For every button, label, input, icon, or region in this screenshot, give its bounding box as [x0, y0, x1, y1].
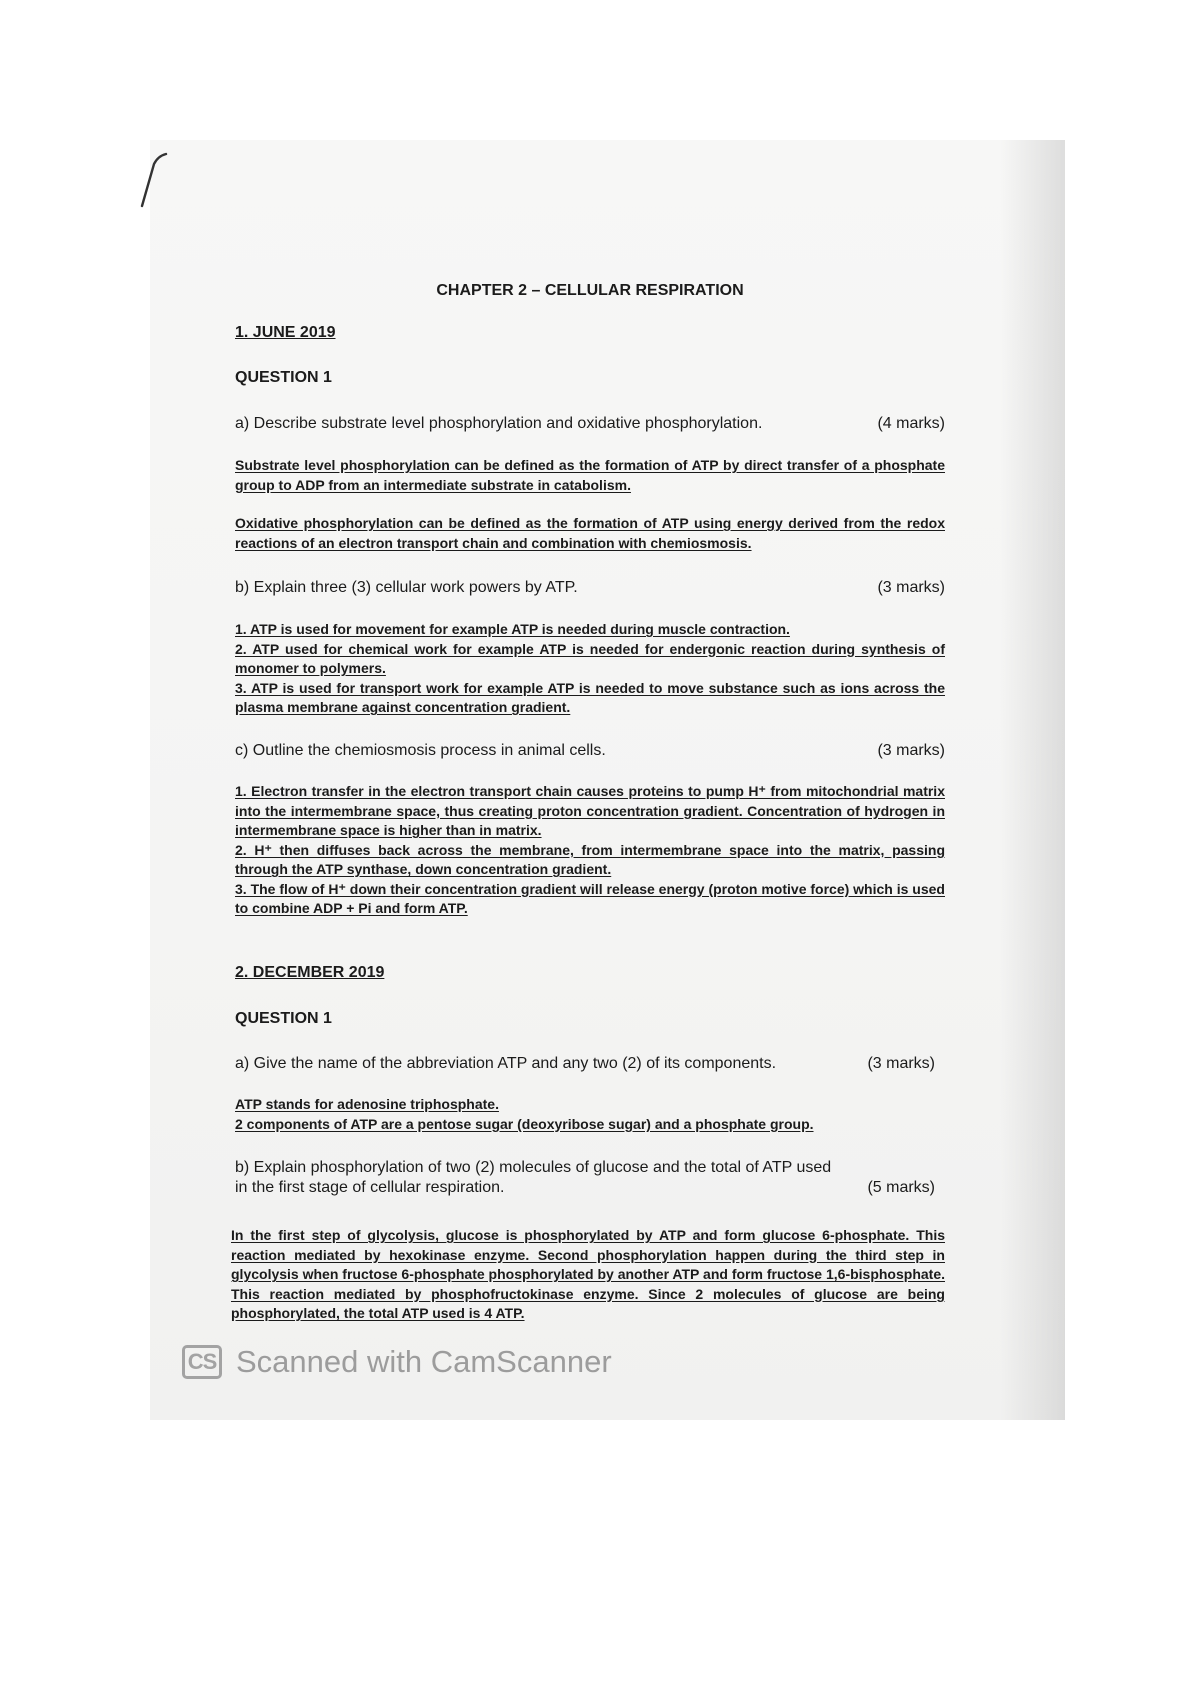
question-label: QUESTION 1: [235, 1010, 332, 1027]
answer-block: [235, 620, 945, 718]
answer-paragraph: In the first step of glycolysis, glucose is phosphorylated by ATP and form glucose 6-phosphate. This reaction mediated by hexokinase enzyme. Second phosphorylation happen during the third step in glycolysis when fructose 6-phosphate phosphorylated by another ATP and form fructose 1,6-bisphosphate. This reaction mediated by phosphofructokinase enzyme. Since 2 molecules of glucose are being phosphorylated, the total ATP used is 4 ATP.: [231, 1227, 945, 1321]
answer-block: [231, 1226, 945, 1324]
answer-block: [235, 514, 945, 553]
answer-paragraph: 3. The flow of H⁺ down their concentration gradient will release energy (proton motive force) which is used to combine ADP + Pi and form ATP.: [235, 880, 945, 916]
question-text: a) Describe substrate level phosphorylation and oxidative phosphorylation.: [235, 415, 763, 432]
marks-label: (3 marks): [867, 1055, 935, 1072]
section-heading: 2. DECEMBER 2019: [235, 964, 385, 981]
marks-label: (5 marks): [867, 1179, 935, 1196]
answer-paragraph: Oxidative phosphorylation can be defined as the formation of ATP using energy derived from the redox reactions of an electron transport chain and combination with chemiosmosis.: [235, 515, 945, 551]
answer-paragraph: 1. Electron transfer in the electron transport chain causes proteins to pump H⁺ from mitochondrial matrix into the intermembrane space, thus creating proton concentration gradient. Concentration of hydrogen in intermembrane space is higher than in matrix.: [235, 783, 945, 838]
chapter-title: CHAPTER 2 – CELLULAR RESPIRATION: [436, 282, 744, 299]
answer-paragraph: Substrate level phosphorylation can be defined as the formation of ATP by direct transfer of a phosphate group to ADP from an intermediate substrate in catabolism.: [235, 457, 945, 493]
answer-paragraph: ATP stands for adenosine triphosphate.: [235, 1096, 499, 1112]
answer-block: [235, 782, 945, 919]
question-part: [235, 741, 945, 761]
answer-paragraph: 2. ATP used for chemical work for example ATP is needed for endergonic reaction during synthesis of monomer to polymers.: [235, 640, 945, 676]
question-label: QUESTION 1: [235, 369, 332, 386]
question-part: [235, 1054, 935, 1074]
section-heading: 1. JUNE 2019: [235, 324, 336, 341]
question-part: [235, 414, 945, 434]
question-text: b) Explain phosphorylation of two (2) molecules of glucose and the total of ATP used in the first stage of cellular respiration.: [235, 1159, 832, 1196]
answer-block: [235, 456, 945, 495]
question-part: [235, 1158, 935, 1198]
answer-paragraph: 2 components of ATP are a pentose sugar (deoxyribose sugar) and a phosphate group.: [235, 1115, 814, 1132]
answer-block: [235, 1095, 945, 1134]
watermark-text: Scanned with CamScanner: [236, 1344, 612, 1379]
question-text: a) Give the name of the abbreviation ATP and any two (2) of its components.: [235, 1055, 777, 1072]
pen-stroke-mark: [138, 150, 178, 210]
question-text: c) Outline the chemiosmosis process in animal cells.: [235, 742, 606, 759]
answer-paragraph: 1. ATP is used for movement for example ATP is needed during muscle contraction.: [235, 621, 790, 637]
marks-label: (3 marks): [877, 579, 945, 596]
camscanner-watermark: [182, 1344, 612, 1380]
marks-label: (3 marks): [877, 742, 945, 759]
marks-label: (4 marks): [877, 415, 945, 432]
scan-edge-shadow: [1000, 140, 1065, 1420]
camscanner-logo-icon: CS: [182, 1345, 222, 1379]
question-text: b) Explain three (3) cellular work powers by ATP.: [235, 579, 578, 596]
question-part: [235, 578, 945, 598]
answer-paragraph: 3. ATP is used for transport work for example ATP is needed to move substance such as ions across the plasma membrane against concentration gradient.: [235, 679, 945, 715]
answer-paragraph: 2. H⁺ then diffuses back across the membrane, from intermembrane space into the matrix, passing through the ATP synthase, down concentration gradient.: [235, 841, 945, 877]
